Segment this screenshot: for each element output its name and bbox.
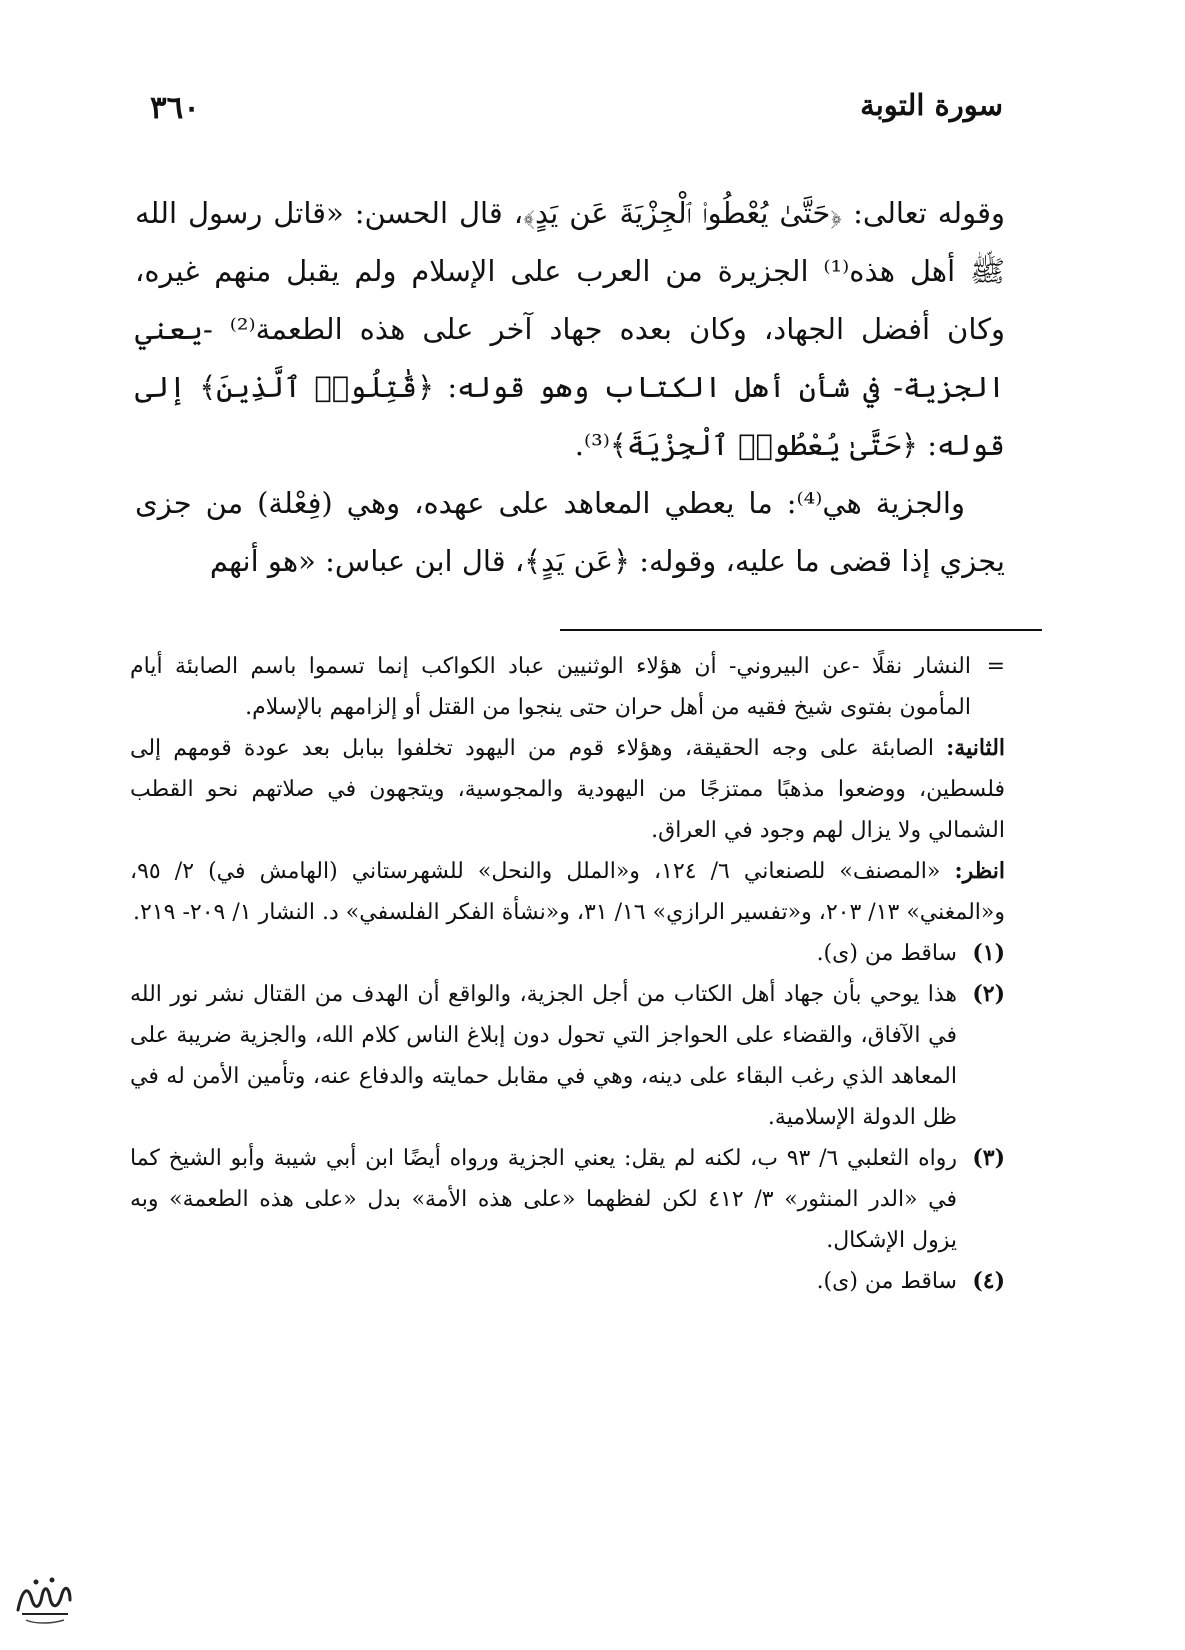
footnote-text: ساقط من (ى).	[816, 941, 957, 966]
footnote-label: الثانية:	[946, 735, 1006, 761]
footnote-label: انظر:	[954, 858, 1005, 884]
footnote-continuation	[130, 646, 1005, 728]
footnote-2	[130, 974, 1005, 1138]
footnote-text: رواه الثعلبي ٦/ ٩٣ ب، لكنه لم يقل: يعني الجزية ورواه أيضًا ابن أبي شيبة وأبو الشيخ كما في «الدر المنثور» ٣/ ٤١٢ لكن لفظهما «على هذه الأمة» بدل «على هذه الطعمة» وبه يزول الإشكال.	[130, 1146, 957, 1253]
footnote-continuation	[130, 851, 1005, 933]
footnote-1	[130, 933, 1005, 974]
footnote-text: هذا يوحي بأن جهاد أهل الكتاب من أجل الجزية، والواقع أن الهدف من القتال نشر نور الله في الآفاق، والقضاء على الحواجز التي تحول دون إبلاغ الناس كلام الله، والجزية ضريبة على المعاهد الذي رغب البقاء على دينه، وهي في مقابل حمايته والدفاع عنه، وتأمين الأمن له في ظل الدولة الإسلامية.	[130, 982, 957, 1130]
publisher-logo	[12, 1570, 76, 1632]
continuation-mark: =	[986, 654, 1005, 679]
main-text	[135, 184, 1005, 590]
footnote-text: ساقط من (ى).	[816, 1269, 957, 1294]
footnotes	[130, 646, 1005, 1302]
footnote-text: الصابئة على وجه الحقيقة، وهؤلاء قوم من اليهود تخلفوا ببابل بعد عودة قومهم إلى فلسطين، ووضعوا مذهبًا ممتزجًا من اليهودية والمجوسية، ويتجهون في صلاتهم نحو القطب الشمالي ولا يزال لهم وجود في العراق.	[130, 736, 1005, 843]
page-header	[150, 78, 1003, 134]
footnote-separator	[560, 629, 1042, 631]
footnote-text: النشار نقلًا -عن البيروني- أن هؤلاء الوثنيين عباد الكواكب إنما تسموا باسم الصابئة أيام المأمون بفتوى شيخ فقيه من أهل حران حتى ينجوا من القتل أو إلزامهم بالإسلام.	[130, 654, 971, 720]
footnote-number: (٤)	[972, 1268, 1005, 1294]
footnote-number: (٣)	[972, 1145, 1005, 1171]
footnote-4	[130, 1261, 1005, 1302]
surah-name: سورة التوبة	[860, 88, 1003, 122]
footnote-text: «المصنف» للصنعاني ٦/ ١٢٤، و«الملل والنحل» للشهرستاني (الهامش في) ٢/ ٩٥، و«المغني» ١٣/ ٢٠٣، و«تفسير الرازي» ١٦/ ٣١، و«نشأة الفكر الفلسفي» د. النشار ١/ ٢٠٩- ٢١٩.	[130, 859, 1005, 925]
main-paragraph: وقوله تعالى: ﴿حَتَّىٰ يُعْطُوا۟ ٱلْجِزْيَةَ عَن يَدٍ﴾، قال الحسن: «قاتل رسول الله ﷺ أهل هذه⁽¹⁾ الجزيرة من العرب على الإسلام ولم يقبل منهم غيره، وكان أفضل الجهاد، وكان بعده جهاد آخر على هذه الطعمة⁽²⁾ -يعني الجزية- في شأن أهل الكتاب وهو قوله: ﴿قَٰتِلُوا۟ ٱلَّذِينَ﴾ إلى قوله: ﴿حَتَّىٰ يُعْطُوا۟ ٱلْجِزْيَةَ﴾⁽³⁾.	[135, 196, 1006, 462]
footnote-3	[130, 1138, 1005, 1261]
main-paragraph: والجزية هي⁽⁴⁾: ما يعطي المعاهد على عهده، وهي (فِعْلة) من جزى يجزي إذا قضى ما عليه، وقوله: ﴿عَن يَدٍ﴾، قال ابن عباس: «هو أنهم	[135, 486, 1005, 578]
footnote-continuation	[130, 728, 1005, 851]
page-number: ٣٦٠	[150, 90, 200, 126]
footnote-number: (١)	[972, 940, 1005, 966]
footnote-number: (٢)	[972, 981, 1005, 1007]
